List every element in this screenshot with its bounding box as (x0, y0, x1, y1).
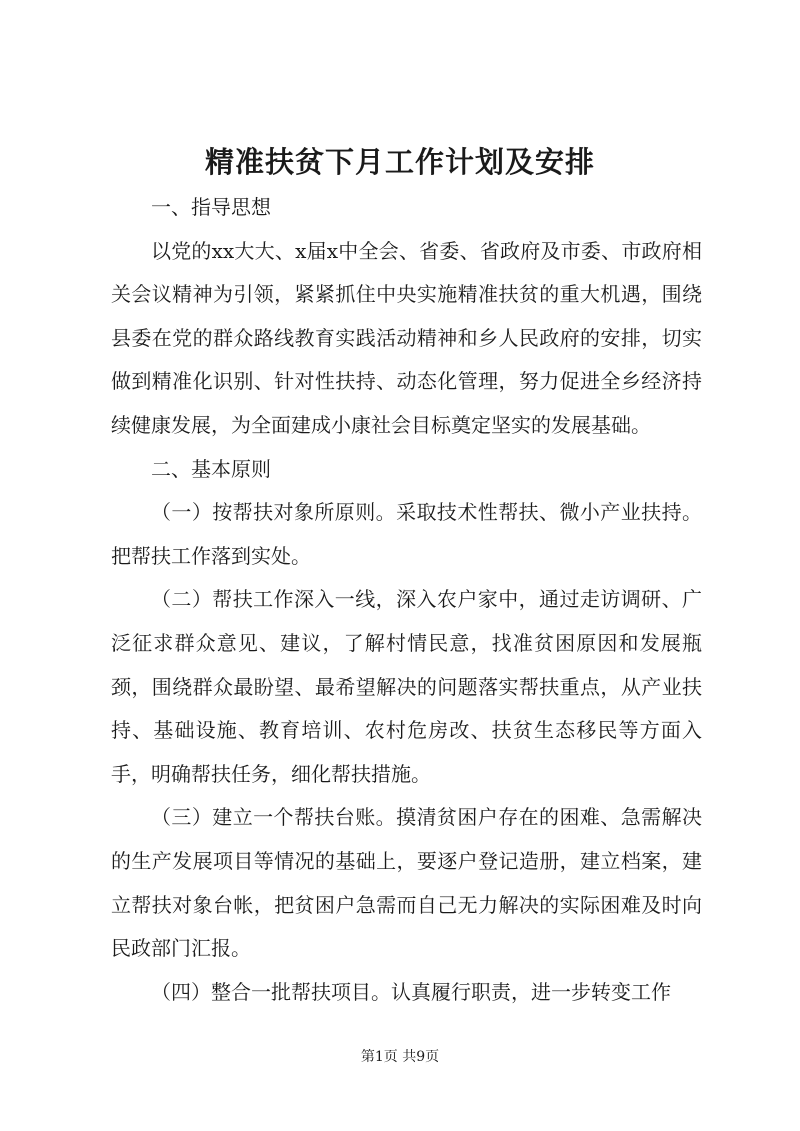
paragraph-principle-3: （三）建立一个帮扶台账。摸清贫困户存在的困难、急需解决的生产发展项目等情况的基础上，要逐户登记造册，建立档案，建立帮扶对象台帐，把贫困户急需而自己无力解决的实际困难及时向民政部门汇报。 (111, 805, 702, 961)
section-heading-guiding-ideology: 一、指导思想 (151, 195, 271, 219)
paragraph-principle-4: （四）整合一批帮扶项目。认真履行职责，进一步转变工作 (151, 979, 671, 1004)
document-body (111, 186, 702, 1014)
paragraph-principle-1: （一）按帮扶对象所原则。采取技术性帮扶、微小产业扶持。把帮扶工作落到实处。 (111, 500, 702, 568)
document-title: 精准扶贫下月工作计划及安排 (204, 145, 595, 179)
paragraph-principle-2: （二）帮扶工作深入一线，深入农户家中，通过走访调研、广泛征求群众意见、建议，了解村情民意，找准贫困原因和发展瓶颈，围绕群众最盼望、最希望解决的问题落实帮扶重点，从产业扶持、基础设施、教育培训、农村危房改、扶贫生态移民等方面入手，明确帮扶任务，细化帮扶措施。 (111, 587, 702, 786)
page-footer: 第1页 共9页 (360, 1049, 440, 1065)
section-heading-basic-principles: 二、基本原则 (151, 456, 271, 481)
paragraph-guiding-ideology: 以党的xx大大、x届x中全会、省委、省政府及市委、市政府相关会议精神为引领，紧紧抓住中央实施精准扶贫的重大机遇，围绕县委在党的群众路线教育实践活动精神和乡人民政府的安排，切实做到精准化识别、针对性扶持、动态化管理，努力促进全乡经济持续健康发展，为全面建成小康社会目标奠定坚实的发展基础。 (111, 238, 702, 437)
